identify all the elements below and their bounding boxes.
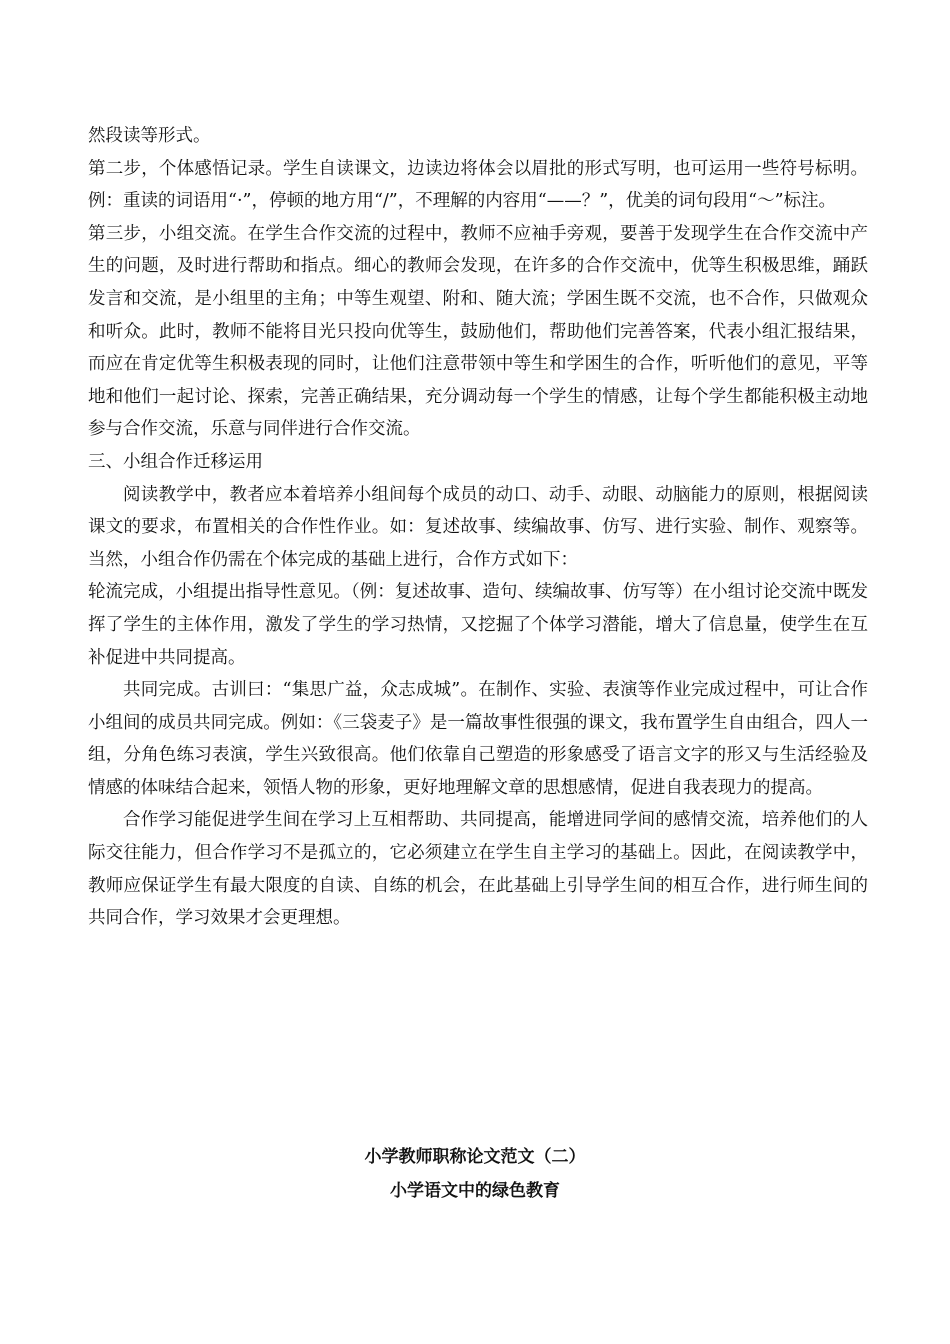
- paragraph-reading-teaching: 阅读教学中，教者应本着培养小组间每个成员的动口、动手、动眼、动脑能力的原则，根据阅读课文的要求，布置相关的合作性作业。如：复述故事、续编故事、仿写、进行实验、制作、观察等。当然，小组合作仍需在个体完成的基础上进行，合作方式如下：: [88, 484, 868, 570]
- paragraph-take-turns: 轮流完成，小组提出指导性意见。（例：复述故事、造句、续编故事、仿写等）在小组讨论交流中既发挥了学生的主体作用，激发了学生的学习热情，又挖掘了个体学习潜能，增大了信息量，使学生在互补促进中共同提高。: [88, 582, 868, 668]
- next-article-titles: [0, 1140, 950, 1208]
- paragraph-complete-together: 共同完成。古训曰：“集思广益，众志成城”。在制作、实验、表演等作业完成过程中，可让合作小组间的成员共同完成。例如：《三袋麦子》是一篇故事性很强的课文，我布置学生自由组合，四人一组，分角色练习表演，学生兴致很高。他们依靠自己塑造的形象感受了语言文字的形又与生活经验及情感的体味结合起来，领悟人物的形象，更好地理解文章的思想感情，促进自我表现力的提高。: [88, 680, 868, 798]
- article-subtitle: 小学语文中的绿色教育: [390, 1181, 560, 1201]
- document-body: [88, 120, 868, 935]
- paragraph-conclusion: 合作学习能促进学生间在学习上互相帮助、共同提高，能增进同学间的感情交流，培养他们的人际交往能力，但合作学习不是孤立的，它必须建立在学生自主学习的基础上。因此，在阅读教学中，教师应保证学生有最大限度的自读、自练的机会，在此基础上引导学生间的相互合作，进行师生间的共同合作，学习效果才会更理想。: [88, 810, 868, 929]
- paragraph-step-two: 第二步，个体感悟记录。学生自读课文，边读边将体会以眉批的形式写明，也可运用一些符号标明。例：重读的词语用“·”，停顿的地方用“/”，不理解的内容用“——？”，优美的词句段用“～”标注。: [88, 158, 868, 212]
- article-title: 小学教师职称论文范文（二）: [364, 1147, 586, 1167]
- section-heading-three: 三、小组合作迁移运用: [88, 451, 263, 472]
- paragraph-step-three: 第三步，小组交流。在学生合作交流的过程中，教师不应袖手旁观，要善于发现学生在合作交流中产生的问题，及时进行帮助和指点。细心的教师会发现，在许多的合作交流中，优等生积极思维，踊跃发言和交流，是小组里的主角；中等生观望、附和、随大流；学困生既不交流，也不合作，只做观众和听众。此时，教师不能将目光只投向优等生，鼓励他们，帮助他们完善答案，代表小组汇报结果，而应在肯定优等生积极表现的同时，让他们注意带领中等生和学困生的合作，听听他们的意见，平等地和他们一起讨论、探索，完善正确结果，充分调动每一个学生的情感，让每个学生都能积极主动地参与合作交流，乐意与同伴进行合作交流。: [88, 223, 868, 440]
- paragraph-continuation: 然段读等形式。: [88, 126, 211, 146]
